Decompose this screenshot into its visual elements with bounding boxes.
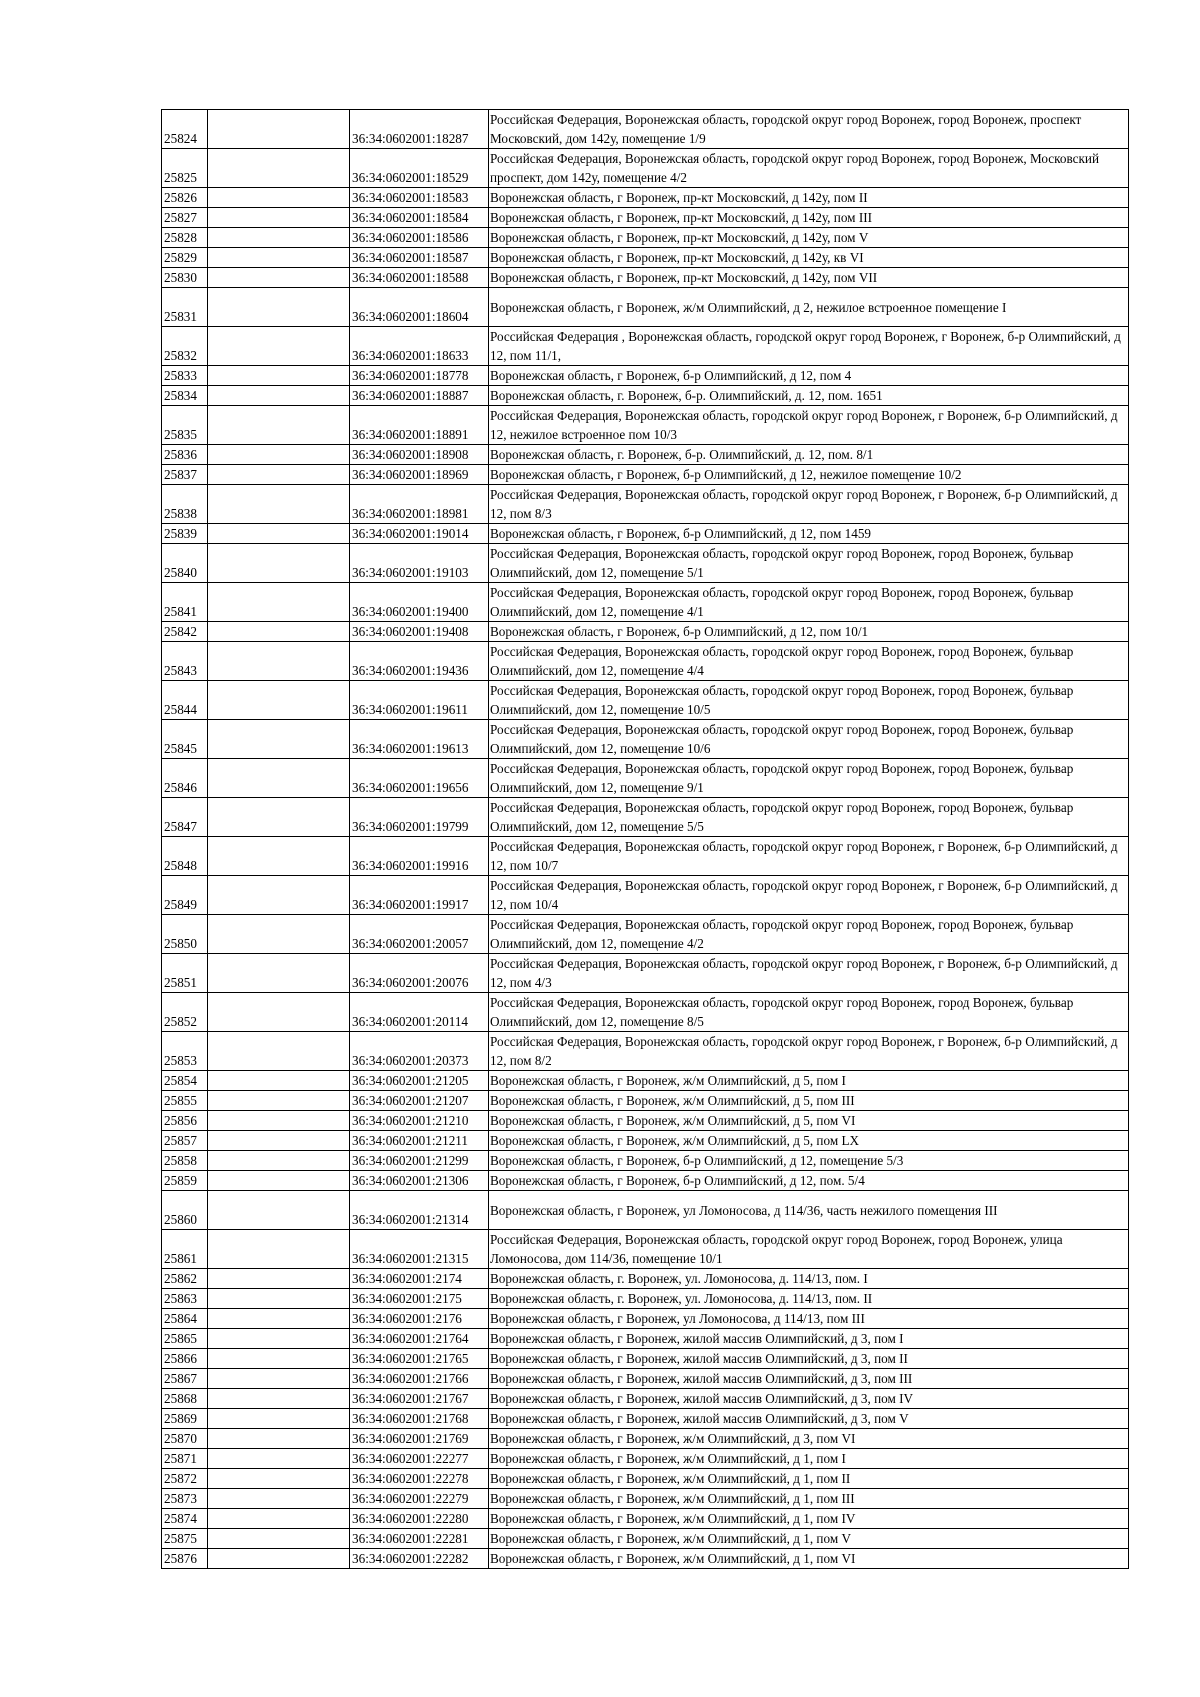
property-address: Российская Федерация, Воронежская область, городской округ город Воронеж, г Воронеж, б-р Олимпийский, д 12, пом 8/2: [489, 1032, 1129, 1071]
property-address: Воронежская область, г Воронеж, ж/м Олимпийский, д 5, пом III: [489, 1091, 1129, 1111]
empty-cell: [208, 798, 350, 837]
cadastral-number: 36:34:0602001:20057: [350, 915, 489, 954]
empty-cell: [208, 759, 350, 798]
table-row: [162, 583, 1129, 622]
table-row: [162, 681, 1129, 720]
empty-cell: [208, 1230, 350, 1269]
table-row: [162, 268, 1129, 288]
table-row: [162, 1429, 1129, 1449]
property-address: Воронежская область, г Воронеж, ж/м Олимпийский, д 1, пом III: [489, 1489, 1129, 1509]
cadastral-number: 36:34:0602001:22282: [350, 1549, 489, 1569]
property-address: Воронежская область, г Воронеж, ж/м Олимпийский, д 1, пом IV: [489, 1509, 1129, 1529]
row-number: 25875: [162, 1529, 208, 1549]
property-address: Российская Федерация, Воронежская область, городской округ город Воронеж, г Воронеж, б-р Олимпийский, д 12, пом 4/3: [489, 954, 1129, 993]
empty-cell: [208, 524, 350, 544]
table-row: [162, 149, 1129, 188]
row-number: 25874: [162, 1509, 208, 1529]
row-number: 25870: [162, 1429, 208, 1449]
cadastral-number: 36:34:0602001:19613: [350, 720, 489, 759]
row-number: 25851: [162, 954, 208, 993]
property-address: Воронежская область, г Воронеж, ж/м Олимпийский, д 2, нежилое встроенное помещение I: [489, 288, 1129, 327]
table-row: [162, 1469, 1129, 1489]
table-row: [162, 445, 1129, 465]
row-number: 25834: [162, 386, 208, 406]
row-number: 25876: [162, 1549, 208, 1569]
table-row: [162, 642, 1129, 681]
property-address: Российская Федерация, Воронежская область, городской округ город Воронеж, г Воронеж, б-р Олимпийский, д 12, пом 8/3: [489, 485, 1129, 524]
row-number: 25829: [162, 248, 208, 268]
row-number: 25849: [162, 876, 208, 915]
cadastral-number: 36:34:0602001:18529: [350, 149, 489, 188]
row-number: 25835: [162, 406, 208, 445]
property-address: Воронежская область, г Воронеж, ж/м Олимпийский, д 3, пом VI: [489, 1429, 1129, 1449]
row-number: 25848: [162, 837, 208, 876]
cadastral-number: 36:34:0602001:22281: [350, 1529, 489, 1549]
property-address: Воронежская область, г Воронеж, пр-кт Московский, д 142у, пом V: [489, 228, 1129, 248]
cadastral-number: 36:34:0602001:18604: [350, 288, 489, 327]
property-address: Воронежская область, г Воронеж, ж/м Олимпийский, д 1, пом V: [489, 1529, 1129, 1549]
empty-cell: [208, 406, 350, 445]
row-number: 25864: [162, 1309, 208, 1329]
row-number: 25842: [162, 622, 208, 642]
table-row: [162, 228, 1129, 248]
empty-cell: [208, 1269, 350, 1289]
table-row: [162, 188, 1129, 208]
table-row: [162, 1111, 1129, 1131]
cadastral-number: 36:34:0602001:18908: [350, 445, 489, 465]
property-address: Российская Федерация, Воронежская область, городской округ город Воронеж, город Воронеж, бульвар Олимпийский, дом 12, помещение 4/2: [489, 915, 1129, 954]
row-number: 25843: [162, 642, 208, 681]
table-row: [162, 1329, 1129, 1349]
table-row: [162, 1509, 1129, 1529]
row-number: 25850: [162, 915, 208, 954]
empty-cell: [208, 248, 350, 268]
property-address: Воронежская область, г Воронеж, б-р Олимпийский, д 12, помещение 5/3: [489, 1151, 1129, 1171]
cadastral-number: 36:34:0602001:18588: [350, 268, 489, 288]
cadastral-number: 36:34:0602001:21767: [350, 1389, 489, 1409]
table-row: [162, 954, 1129, 993]
cadastral-number: 36:34:0602001:18633: [350, 327, 489, 366]
property-address: Воронежская область, г Воронеж, б-р Олимпийский, д 12, пом 4: [489, 366, 1129, 386]
cadastral-number: 36:34:0602001:19436: [350, 642, 489, 681]
empty-cell: [208, 1409, 350, 1429]
table-row: [162, 366, 1129, 386]
property-address: Российская Федерация, Воронежская область, городской округ город Воронеж, город Воронеж, Московский проспект, дом 142у, помещение 4/2: [489, 149, 1129, 188]
table-row: [162, 544, 1129, 583]
row-number: 25872: [162, 1469, 208, 1489]
row-number: 25868: [162, 1389, 208, 1409]
row-number: 25858: [162, 1151, 208, 1171]
row-number: 25838: [162, 485, 208, 524]
table-row: [162, 465, 1129, 485]
cadastral-number: 36:34:0602001:21768: [350, 1409, 489, 1429]
table-body: [162, 110, 1129, 1569]
empty-cell: [208, 366, 350, 386]
row-number: 25871: [162, 1449, 208, 1469]
table-row: [162, 327, 1129, 366]
property-address: Воронежская область, г Воронеж, жилой массив Олимпийский, д 3, пом V: [489, 1409, 1129, 1429]
empty-cell: [208, 837, 350, 876]
empty-cell: [208, 1369, 350, 1389]
empty-cell: [208, 110, 350, 149]
cadastral-number: 36:34:0602001:2176: [350, 1309, 489, 1329]
table-row: [162, 1230, 1129, 1269]
row-number: 25865: [162, 1329, 208, 1349]
cadastral-number: 36:34:0602001:19917: [350, 876, 489, 915]
property-address: Воронежская область, г Воронеж, жилой массив Олимпийский, д 3, пом II: [489, 1349, 1129, 1369]
property-address: Воронежская область, г Воронеж, пр-кт Московский, д 142у, пом VII: [489, 268, 1129, 288]
row-number: 25854: [162, 1071, 208, 1091]
property-address: Воронежская область, г Воронеж, пр-кт Московский, д 142у, кв VI: [489, 248, 1129, 268]
table-row: [162, 386, 1129, 406]
property-register-table: [161, 109, 1129, 1569]
table-row: [162, 1091, 1129, 1111]
cadastral-number: 36:34:0602001:18891: [350, 406, 489, 445]
property-address: Российская Федерация, Воронежская область, городской округ город Воронеж, город Воронеж, бульвар Олимпийский, дом 12, помещение 4/1: [489, 583, 1129, 622]
empty-cell: [208, 642, 350, 681]
table-row: [162, 876, 1129, 915]
row-number: 25841: [162, 583, 208, 622]
cadastral-number: 36:34:0602001:20373: [350, 1032, 489, 1071]
property-address: Воронежская область, г. Воронеж, б-р. Олимпийский, д. 12, пом. 1651: [489, 386, 1129, 406]
property-address: Российская Федерация, Воронежская область, городской округ город Воронеж, город Воронеж, бульвар Олимпийский, дом 12, помещение 8/5: [489, 993, 1129, 1032]
empty-cell: [208, 1131, 350, 1151]
table-row: [162, 1071, 1129, 1091]
property-address: Воронежская область, г Воронеж, б-р Олимпийский, д 12, пом. 5/4: [489, 1171, 1129, 1191]
property-address: Воронежская область, г Воронеж, ул Ломоносова, д 114/13, пом III: [489, 1309, 1129, 1329]
cadastral-number: 36:34:0602001:21315: [350, 1230, 489, 1269]
empty-cell: [208, 1349, 350, 1369]
empty-cell: [208, 954, 350, 993]
cadastral-number: 36:34:0602001:18586: [350, 228, 489, 248]
table-row: [162, 524, 1129, 544]
row-number: 25866: [162, 1349, 208, 1369]
cadastral-number: 36:34:0602001:19408: [350, 622, 489, 642]
cadastral-number: 36:34:0602001:18287: [350, 110, 489, 149]
cadastral-number: 36:34:0602001:2174: [350, 1269, 489, 1289]
cadastral-number: 36:34:0602001:22278: [350, 1469, 489, 1489]
table-row: [162, 288, 1129, 327]
property-address: Воронежская область, г Воронеж, жилой массив Олимпийский, д 3, пом III: [489, 1369, 1129, 1389]
empty-cell: [208, 622, 350, 642]
cadastral-number: 36:34:0602001:21207: [350, 1091, 489, 1111]
cadastral-number: 36:34:0602001:19103: [350, 544, 489, 583]
table-row: [162, 837, 1129, 876]
cadastral-number: 36:34:0602001:22277: [350, 1449, 489, 1469]
row-number: 25833: [162, 366, 208, 386]
empty-cell: [208, 1171, 350, 1191]
empty-cell: [208, 1549, 350, 1569]
empty-cell: [208, 1489, 350, 1509]
empty-cell: [208, 1032, 350, 1071]
cadastral-number: 36:34:0602001:19916: [350, 837, 489, 876]
empty-cell: [208, 1309, 350, 1329]
property-address: Российская Федерация , Воронежская область, городской округ город Воронеж, г Воронеж, б-р Олимпийский, д 12, пом 11/1,: [489, 327, 1129, 366]
row-number: 25857: [162, 1131, 208, 1151]
row-number: 25855: [162, 1091, 208, 1111]
table-row: [162, 759, 1129, 798]
cadastral-number: 36:34:0602001:21210: [350, 1111, 489, 1131]
empty-cell: [208, 1449, 350, 1469]
row-number: 25861: [162, 1230, 208, 1269]
property-address: Российская Федерация, Воронежская область, городской округ город Воронеж, город Воронеж, бульвар Олимпийский, дом 12, помещение 10/5: [489, 681, 1129, 720]
empty-cell: [208, 993, 350, 1032]
empty-cell: [208, 1111, 350, 1131]
row-number: 25847: [162, 798, 208, 837]
table-row: [162, 1309, 1129, 1329]
row-number: 25852: [162, 993, 208, 1032]
empty-cell: [208, 149, 350, 188]
empty-cell: [208, 208, 350, 228]
property-address: Российская Федерация, Воронежская область, городской округ город Воронеж, город Воронеж, улица Ломоносова, дом 114/36, помещение 10/1: [489, 1230, 1129, 1269]
table-row: [162, 485, 1129, 524]
property-address: Российская Федерация, Воронежская область, городской округ город Воронеж, г Воронеж, б-р Олимпийский, д 12, пом 10/7: [489, 837, 1129, 876]
row-number: 25825: [162, 149, 208, 188]
table-row: [162, 248, 1129, 268]
empty-cell: [208, 876, 350, 915]
empty-cell: [208, 1071, 350, 1091]
row-number: 25869: [162, 1409, 208, 1429]
table-row: [162, 1529, 1129, 1549]
table-row: [162, 720, 1129, 759]
property-address: Воронежская область, г Воронеж, б-р Олимпийский, д 12, пом 1459: [489, 524, 1129, 544]
property-address: Воронежская область, г. Воронеж, ул. Ломоносова, д. 114/13, пом. II: [489, 1289, 1129, 1309]
row-number: 25826: [162, 188, 208, 208]
cadastral-number: 36:34:0602001:22279: [350, 1489, 489, 1509]
table-row: [162, 622, 1129, 642]
row-number: 25831: [162, 288, 208, 327]
property-address: Воронежская область, г Воронеж, ул Ломоносова, д 114/36, часть нежилого помещения III: [489, 1191, 1129, 1230]
empty-cell: [208, 1329, 350, 1349]
cadastral-number: 36:34:0602001:18587: [350, 248, 489, 268]
property-address: Воронежская область, г Воронеж, ж/м Олимпийский, д 1, пом II: [489, 1469, 1129, 1489]
table-row: [162, 110, 1129, 149]
row-number: 25846: [162, 759, 208, 798]
table-row: [162, 1131, 1129, 1151]
empty-cell: [208, 1469, 350, 1489]
property-address: Воронежская область, г. Воронеж, ул. Ломоносова, д. 114/13, пом. I: [489, 1269, 1129, 1289]
property-address: Российская Федерация, Воронежская область, городской округ город Воронеж, город Воронеж, бульвар Олимпийский, дом 12, помещение 4/4: [489, 642, 1129, 681]
empty-cell: [208, 465, 350, 485]
row-number: 25873: [162, 1489, 208, 1509]
property-address: Воронежская область, г Воронеж, жилой массив Олимпийский, д 3, пом I: [489, 1329, 1129, 1349]
empty-cell: [208, 268, 350, 288]
cadastral-number: 36:34:0602001:20114: [350, 993, 489, 1032]
empty-cell: [208, 188, 350, 208]
cadastral-number: 36:34:0602001:21211: [350, 1131, 489, 1151]
empty-cell: [208, 1509, 350, 1529]
row-number: 25859: [162, 1171, 208, 1191]
empty-cell: [208, 1091, 350, 1111]
table-row: [162, 1489, 1129, 1509]
property-address: Воронежская область, г Воронеж, ж/м Олимпийский, д 1, пом VI: [489, 1549, 1129, 1569]
empty-cell: [208, 1389, 350, 1409]
cadastral-number: 36:34:0602001:18887: [350, 386, 489, 406]
row-number: 25844: [162, 681, 208, 720]
property-address: Российская Федерация, Воронежская область, городской округ город Воронеж, город Воронеж, бульвар Олимпийский, дом 12, помещение 10/6: [489, 720, 1129, 759]
property-address: Российская Федерация, Воронежская область, городской округ город Воронеж, город Воронеж, проспект Московский, дом 142у, помещение 1/9: [489, 110, 1129, 149]
row-number: 25830: [162, 268, 208, 288]
empty-cell: [208, 1529, 350, 1549]
cadastral-number: 36:34:0602001:21314: [350, 1191, 489, 1230]
row-number: 25867: [162, 1369, 208, 1389]
empty-cell: [208, 386, 350, 406]
cadastral-number: 36:34:0602001:21205: [350, 1071, 489, 1091]
cadastral-number: 36:34:0602001:19014: [350, 524, 489, 544]
cadastral-number: 36:34:0602001:19400: [350, 583, 489, 622]
table-row: [162, 1151, 1129, 1171]
table-row: [162, 798, 1129, 837]
table-row: [162, 1409, 1129, 1429]
property-address: Воронежская область, г. Воронеж, б-р. Олимпийский, д. 12, пом. 8/1: [489, 445, 1129, 465]
property-address: Воронежская область, г Воронеж, пр-кт Московский, д 142у, пом III: [489, 208, 1129, 228]
row-number: 25837: [162, 465, 208, 485]
property-address: Российская Федерация, Воронежская область, городской округ город Воронеж, г Воронеж, б-р Олимпийский, д 12, нежилое встроенное пом 10/3: [489, 406, 1129, 445]
property-address: Воронежская область, г Воронеж, ж/м Олимпийский, д 1, пом I: [489, 1449, 1129, 1469]
property-address: Воронежская область, г Воронеж, ж/м Олимпийский, д 5, пом VI: [489, 1111, 1129, 1131]
cadastral-number: 36:34:0602001:18584: [350, 208, 489, 228]
empty-cell: [208, 445, 350, 465]
property-address: Воронежская область, г Воронеж, ж/м Олимпийский, д 5, пом I: [489, 1071, 1129, 1091]
empty-cell: [208, 720, 350, 759]
property-address: Российская Федерация, Воронежская область, городской округ город Воронеж, город Воронеж, бульвар Олимпийский, дом 12, помещение 5/5: [489, 798, 1129, 837]
cadastral-number: 36:34:0602001:19611: [350, 681, 489, 720]
empty-cell: [208, 583, 350, 622]
row-number: 25828: [162, 228, 208, 248]
empty-cell: [208, 1289, 350, 1309]
cadastral-number: 36:34:0602001:21766: [350, 1369, 489, 1389]
cadastral-number: 36:34:0602001:18778: [350, 366, 489, 386]
empty-cell: [208, 288, 350, 327]
row-number: 25839: [162, 524, 208, 544]
property-address: Воронежская область, г Воронеж, ж/м Олимпийский, д 5, пом LX: [489, 1131, 1129, 1151]
row-number: 25845: [162, 720, 208, 759]
table-row: [162, 208, 1129, 228]
empty-cell: [208, 544, 350, 583]
table-row: [162, 1269, 1129, 1289]
cadastral-number: 36:34:0602001:19656: [350, 759, 489, 798]
cadastral-number: 36:34:0602001:21764: [350, 1329, 489, 1349]
cadastral-number: 36:34:0602001:22280: [350, 1509, 489, 1529]
property-address: Воронежская область, г Воронеж, жилой массив Олимпийский, д 3, пом IV: [489, 1389, 1129, 1409]
property-address: Российская Федерация, Воронежская область, городской округ город Воронеж, город Воронеж, бульвар Олимпийский, дом 12, помещение 9/1: [489, 759, 1129, 798]
table-row: [162, 1449, 1129, 1469]
cadastral-number: 36:34:0602001:20076: [350, 954, 489, 993]
table-row: [162, 1289, 1129, 1309]
row-number: 25856: [162, 1111, 208, 1131]
row-number: 25832: [162, 327, 208, 366]
empty-cell: [208, 327, 350, 366]
row-number: 25840: [162, 544, 208, 583]
cadastral-number: 36:34:0602001:2175: [350, 1289, 489, 1309]
cadastral-number: 36:34:0602001:18583: [350, 188, 489, 208]
row-number: 25863: [162, 1289, 208, 1309]
table-row: [162, 915, 1129, 954]
row-number: 25836: [162, 445, 208, 465]
table-row: [162, 1032, 1129, 1071]
cadastral-number: 36:34:0602001:21765: [350, 1349, 489, 1369]
property-address: Воронежская область, г Воронеж, б-р Олимпийский, д 12, нежилое помещение 10/2: [489, 465, 1129, 485]
property-address: Воронежская область, г Воронеж, пр-кт Московский, д 142у, пом II: [489, 188, 1129, 208]
empty-cell: [208, 1151, 350, 1171]
table-row: [162, 993, 1129, 1032]
table-row: [162, 1171, 1129, 1191]
cadastral-number: 36:34:0602001:21306: [350, 1171, 489, 1191]
table-row: [162, 406, 1129, 445]
row-number: 25860: [162, 1191, 208, 1230]
empty-cell: [208, 1429, 350, 1449]
table-row: [162, 1549, 1129, 1569]
property-address: Российская Федерация, Воронежская область, городской округ город Воронеж, город Воронеж, бульвар Олимпийский, дом 12, помещение 5/1: [489, 544, 1129, 583]
empty-cell: [208, 485, 350, 524]
row-number: 25862: [162, 1269, 208, 1289]
row-number: 25827: [162, 208, 208, 228]
row-number: 25853: [162, 1032, 208, 1071]
cadastral-number: 36:34:0602001:21299: [350, 1151, 489, 1171]
empty-cell: [208, 1191, 350, 1230]
empty-cell: [208, 228, 350, 248]
cadastral-number: 36:34:0602001:21769: [350, 1429, 489, 1449]
cadastral-number: 36:34:0602001:18981: [350, 485, 489, 524]
row-number: 25824: [162, 110, 208, 149]
cadastral-number: 36:34:0602001:19799: [350, 798, 489, 837]
table-row: [162, 1369, 1129, 1389]
property-address: Российская Федерация, Воронежская область, городской округ город Воронеж, г Воронеж, б-р Олимпийский, д 12, пом 10/4: [489, 876, 1129, 915]
table-row: [162, 1349, 1129, 1369]
property-address: Воронежская область, г Воронеж, б-р Олимпийский, д 12, пом 10/1: [489, 622, 1129, 642]
table-row: [162, 1191, 1129, 1230]
empty-cell: [208, 915, 350, 954]
empty-cell: [208, 681, 350, 720]
table-row: [162, 1389, 1129, 1409]
cadastral-number: 36:34:0602001:18969: [350, 465, 489, 485]
